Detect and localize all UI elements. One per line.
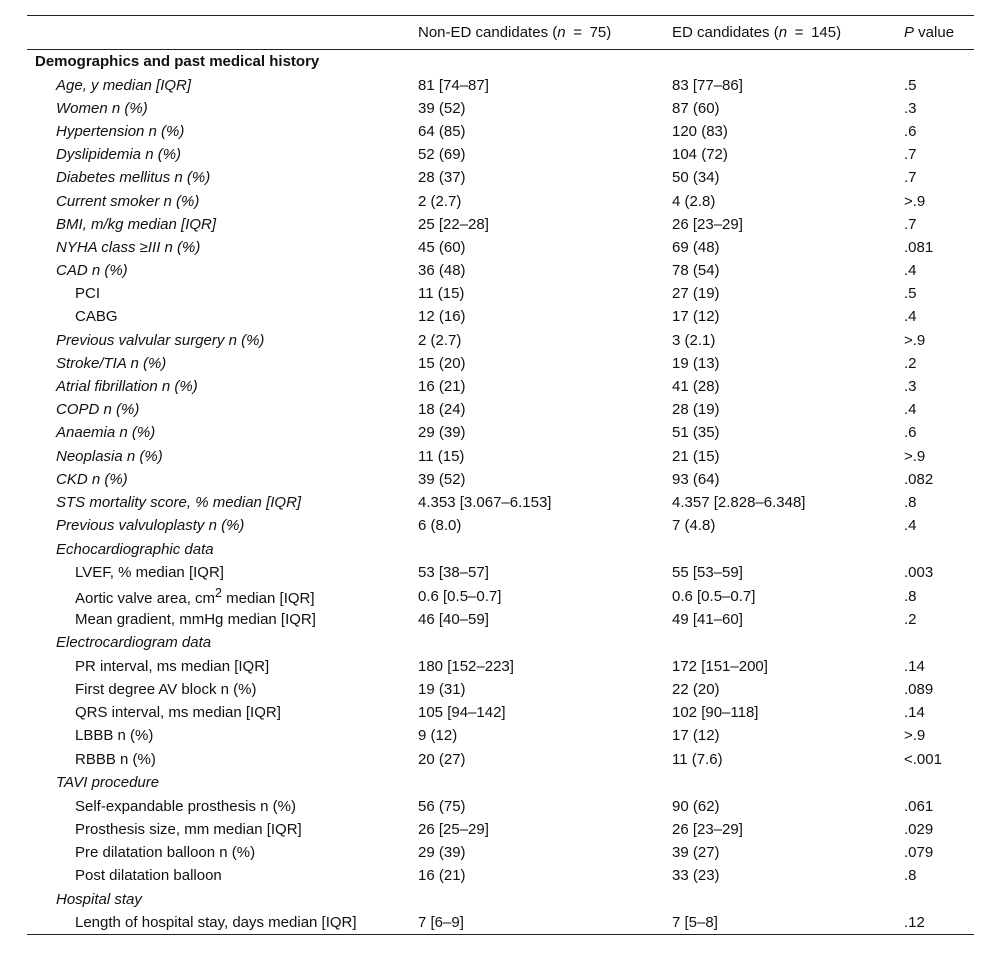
row-label: Stroke/TIA n (%) [56, 354, 167, 372]
non-ed-value: 105 [94–142] [418, 704, 506, 722]
table-row [27, 120, 974, 143]
non-ed-value: 16 (21) [418, 378, 466, 396]
row-label: Hypertension n (%) [56, 122, 185, 140]
p-value: .089 [904, 681, 934, 699]
non-ed-value: 11 (15) [418, 447, 465, 465]
p-value: .081 [904, 238, 934, 256]
table-row [27, 189, 974, 212]
p-value: <.001 [904, 750, 942, 768]
row-label: Current smoker n (%) [56, 192, 200, 210]
non-ed-value: 26 [25–29] [418, 821, 489, 839]
p-value: >.9 [904, 331, 926, 349]
row-label: Dyslipidemia n (%) [56, 146, 182, 164]
section-row-demographics [27, 50, 974, 74]
ed-value: 7 [5–8] [672, 912, 904, 935]
non-ed-value: 29 (39) [418, 424, 466, 442]
row-label: CAD n (%) [56, 262, 128, 280]
p-value: .003 [904, 564, 934, 582]
ed-value: 102 [90–118] [672, 704, 759, 722]
table-row [27, 329, 974, 352]
non-ed-value: 29 (39) [418, 844, 466, 862]
row-label: Pre dilatation balloon n (%) [75, 844, 256, 862]
row-label: PR interval, ms median [IQR] [75, 657, 270, 675]
table-row [27, 864, 974, 887]
ed-value: 90 (62) [672, 797, 720, 815]
header-non-ed-candidates: Non-ED candidates (n = 75) [418, 16, 672, 50]
table-row [27, 561, 974, 584]
row-label: LBBB n (%) [75, 727, 154, 745]
ed-value: 39 (27) [672, 844, 720, 862]
ed-value: 83 [77–86] [672, 76, 743, 94]
table-row [27, 259, 974, 282]
header-label-cell [27, 16, 418, 50]
non-ed-value: 18 (24) [418, 401, 466, 419]
subsection-title: Hospital stay [56, 891, 142, 908]
non-ed-value: 180 [152–223] [418, 657, 514, 675]
row-label: Age, y median [IQR] [56, 76, 192, 94]
non-ed-value: 2 (2.7) [418, 331, 462, 349]
non-ed-value: 6 (8.0) [418, 517, 462, 535]
table-row [27, 375, 974, 398]
table-row [27, 236, 974, 259]
ed-value: 93 (64) [672, 470, 720, 488]
baseline-characteristics-table [27, 15, 974, 935]
p-value: .061 [904, 797, 934, 815]
subsection-title: TAVI procedure [56, 774, 160, 792]
ed-value: 4.357 [2.828–6.348] [672, 493, 806, 511]
p-value: .3 [904, 378, 917, 396]
row-label-text: Aortic valve area, cm [75, 589, 216, 607]
non-ed-value: 53 [38–57] [418, 564, 489, 582]
ed-value: 55 [53–59] [672, 564, 743, 582]
table-row [27, 655, 974, 678]
table-row [27, 282, 974, 305]
ed-value: 50 (34) [672, 169, 720, 187]
row-label: NYHA class ≥III n (%) [56, 238, 201, 256]
non-ed-value: 36 (48) [418, 262, 466, 280]
row-label: CKD n (%) [56, 470, 128, 488]
non-ed-value: 16 (21) [418, 867, 466, 885]
row-label: CABG [75, 308, 118, 326]
ed-value: 41 (28) [672, 378, 720, 396]
p-value: .2 [904, 610, 917, 628]
ed-value: 49 [41–60] [672, 610, 743, 628]
p-value: .5 [904, 76, 917, 94]
p-value: >.9 [904, 192, 926, 210]
table-row [27, 818, 974, 841]
p-value: .029 [904, 821, 934, 839]
row-label: Neoplasia n (%) [56, 447, 163, 465]
ed-value: 172 [151–200] [672, 657, 768, 675]
p-value: .2 [904, 354, 917, 372]
row-label: PCI [75, 285, 101, 303]
table-row [27, 841, 974, 864]
non-ed-value: 81 [74–87] [418, 76, 489, 94]
non-ed-value: 52 (69) [418, 146, 466, 164]
non-ed-value: 28 (37) [418, 169, 466, 187]
table-row [27, 398, 974, 421]
table-row [27, 701, 974, 724]
table-row [27, 795, 974, 818]
p-value: .12 [904, 912, 974, 935]
ed-value: 78 (54) [672, 262, 720, 280]
p-value: .082 [904, 470, 934, 488]
ed-value: 120 (83) [672, 122, 728, 140]
table-row [27, 352, 974, 375]
section-title: Demographics and past medical history [35, 53, 320, 71]
non-ed-value: 0.6 [0.5–0.7] [418, 587, 502, 605]
p-value: .6 [904, 424, 917, 442]
superscript: 2 [215, 585, 222, 600]
header-row [27, 16, 974, 50]
non-ed-value: 4.353 [3.067–6.153] [418, 493, 552, 511]
ed-value: 28 (19) [672, 401, 720, 419]
subsection-title: Electrocardiogram data [56, 634, 212, 652]
non-ed-value: 19 (31) [418, 681, 466, 699]
ed-value: 19 (13) [672, 354, 720, 372]
table-row [27, 74, 974, 97]
p-value: .8 [904, 867, 917, 885]
table-row [27, 514, 974, 537]
row-label: First degree AV block n (%) [75, 681, 257, 699]
table-row [27, 143, 974, 166]
row-label: Self-expandable prosthesis n (%) [75, 797, 296, 815]
table-row [27, 421, 974, 444]
p-value: .4 [904, 308, 917, 326]
p-value: .7 [904, 146, 917, 164]
row-label: Post dilatation balloon [75, 867, 222, 885]
subsection-row-hospital-stay [27, 888, 974, 912]
ed-value: 26 [23–29] [672, 215, 743, 233]
ed-value: 69 (48) [672, 238, 720, 256]
non-ed-value: 9 (12) [418, 727, 458, 745]
ed-value: 0.6 [0.5–0.7] [672, 587, 756, 605]
table-row [27, 724, 974, 747]
row-label: Previous valvuloplasty n (%) [56, 517, 245, 535]
table-row [27, 748, 974, 771]
ed-value: 87 (60) [672, 99, 720, 117]
row-label: Prosthesis size, mm median [IQR] [75, 821, 302, 839]
row-label: BMI, m/kg median [IQR] [56, 215, 217, 233]
table-row [27, 678, 974, 701]
ed-value: 3 (2.1) [672, 331, 716, 349]
ed-value: 33 (23) [672, 867, 720, 885]
p-value: .4 [904, 401, 917, 419]
p-value: .8 [904, 587, 917, 605]
p-value: >.9 [904, 727, 926, 745]
p-value: .4 [904, 262, 917, 280]
non-ed-value: 11 (15) [418, 285, 465, 303]
p-value: .7 [904, 215, 917, 233]
p-value: .14 [904, 657, 925, 675]
row-label: Previous valvular surgery n (%) [56, 331, 265, 349]
non-ed-value: 39 (52) [418, 99, 466, 117]
non-ed-value: 15 (20) [418, 354, 466, 372]
table-row [27, 584, 974, 607]
ed-value: 11 (7.6) [672, 750, 723, 768]
row-label [27, 584, 418, 607]
table-row [27, 445, 974, 468]
row-label: RBBB n (%) [75, 750, 156, 768]
row-label: Diabetes mellitus n (%) [56, 169, 211, 187]
row-label-text: median [IQR] [222, 589, 315, 607]
non-ed-value: 7 [6–9] [418, 912, 672, 935]
non-ed-value: 64 (85) [418, 122, 466, 140]
non-ed-value: 25 [22–28] [418, 215, 489, 233]
p-value: .14 [904, 704, 925, 722]
table-row [27, 608, 974, 631]
ed-value: 22 (20) [672, 681, 720, 699]
p-value: .4 [904, 517, 917, 535]
subsection-row-electrocardiogram [27, 631, 974, 655]
table-row [27, 213, 974, 236]
ed-value: 4 (2.8) [672, 192, 716, 210]
ed-value: 27 (19) [672, 285, 720, 303]
non-ed-value: 39 (52) [418, 470, 466, 488]
ed-value: 17 (12) [672, 308, 720, 326]
row-label: COPD n (%) [56, 401, 140, 419]
ed-value: 17 (12) [672, 727, 720, 745]
ed-value: 7 (4.8) [672, 517, 716, 535]
row-label: Anaemia n (%) [56, 424, 156, 442]
row-label: Women n (%) [56, 99, 148, 117]
p-value: .5 [904, 285, 917, 303]
p-value: >.9 [904, 447, 926, 465]
table-row [27, 912, 974, 935]
subsection-row-echocardiographic [27, 537, 974, 561]
p-value: .7 [904, 169, 917, 187]
row-label: LVEF, % median [IQR] [75, 564, 224, 582]
non-ed-value: 56 (75) [418, 797, 466, 815]
table-row [27, 166, 974, 189]
p-value: .3 [904, 99, 917, 117]
subsection-row-tavi-procedure [27, 771, 974, 795]
row-label: Atrial fibrillation n (%) [56, 378, 198, 396]
non-ed-value: 12 (16) [418, 308, 466, 326]
p-value: .8 [904, 493, 917, 511]
row-label: Length of hospital stay, days median [IQR] [27, 912, 418, 935]
non-ed-value: 46 [40–59] [418, 610, 489, 628]
ed-value: 21 (15) [672, 447, 720, 465]
table-row [27, 468, 974, 491]
header-p-value: P value [904, 16, 974, 50]
ed-value: 51 (35) [672, 424, 720, 442]
ed-value: 104 (72) [672, 146, 728, 164]
non-ed-value: 2 (2.7) [418, 192, 462, 210]
non-ed-value: 20 (27) [418, 750, 466, 768]
non-ed-value: 45 (60) [418, 238, 466, 256]
row-label: STS mortality score, % median [IQR] [56, 493, 302, 511]
subsection-title: Echocardiographic data [56, 540, 214, 558]
row-label: Mean gradient, mmHg median [IQR] [75, 610, 316, 628]
ed-value: 26 [23–29] [672, 821, 743, 839]
header-ed-candidates: ED candidates (n = 145) [672, 16, 904, 50]
table-row [27, 491, 974, 514]
table-row [27, 97, 974, 120]
p-value: .079 [904, 844, 934, 862]
p-value: .6 [904, 122, 917, 140]
row-label: QRS interval, ms median [IQR] [75, 704, 281, 722]
table-row [27, 305, 974, 328]
